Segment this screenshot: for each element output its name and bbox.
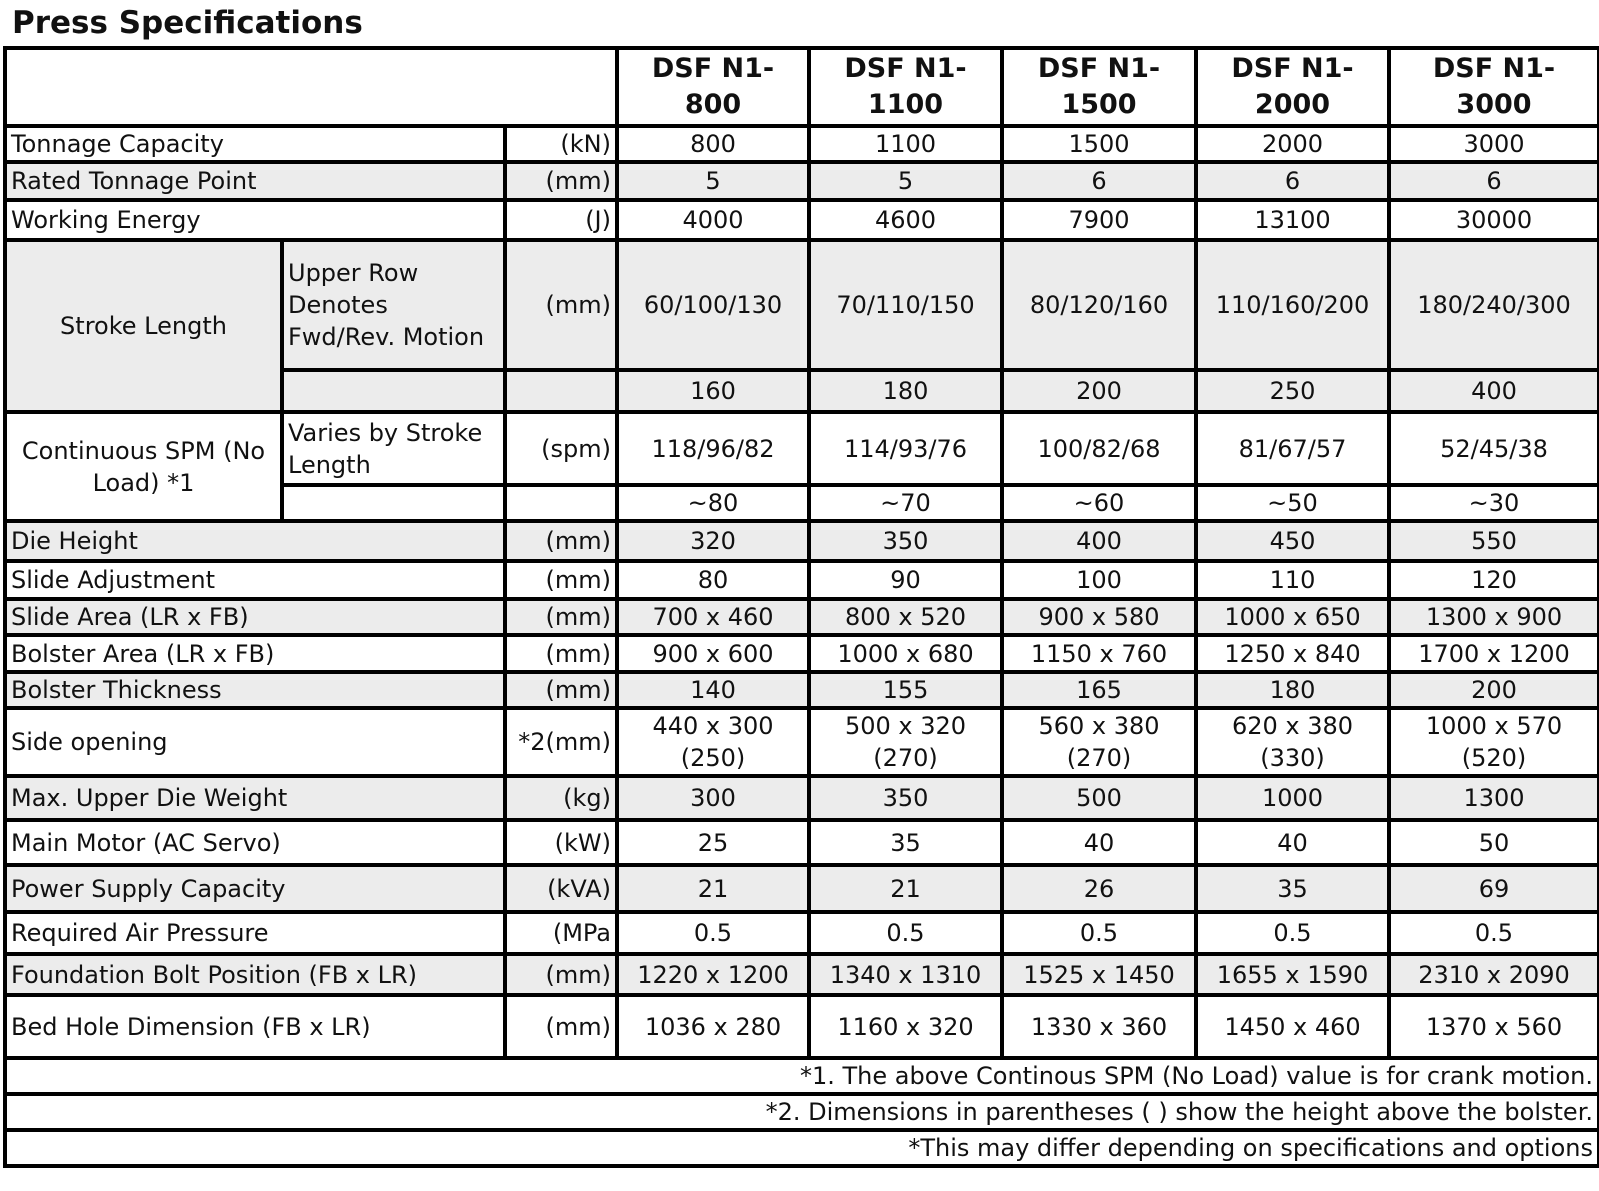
value-cell: 40 <box>1002 820 1196 865</box>
value-cell: 1370 x 560 <box>1389 995 1599 1058</box>
value-cell: 500 x 320 (270) <box>809 708 1002 776</box>
value-cell: 1000 x 650 <box>1196 599 1389 635</box>
row-unit: (mm) <box>505 521 617 561</box>
value-cell: 1450 x 460 <box>1196 995 1389 1058</box>
row-label: Bed Hole Dimension (FB x LR) <box>5 995 505 1058</box>
model-header: DSF N1- 1100 <box>809 48 1002 126</box>
value-cell: 30000 <box>1389 200 1599 240</box>
value-cell: 21 <box>617 865 809 912</box>
value-cell: 81/67/57 <box>1196 412 1389 485</box>
value-cell: 160 <box>617 370 809 412</box>
value-cell: 6 <box>1196 162 1389 200</box>
row-unit: (kVA) <box>505 865 617 912</box>
page-title: Press Specifications <box>12 5 363 41</box>
value-cell: 26 <box>1002 865 1196 912</box>
row-unit: (mm) <box>505 599 617 635</box>
value-cell: 35 <box>1196 865 1389 912</box>
value-cell: 0.5 <box>1002 912 1196 954</box>
row-unit: (kN) <box>505 126 617 162</box>
table-row <box>5 200 1599 240</box>
value-cell: 400 <box>1389 370 1599 412</box>
model-header: DSF N1- 2000 <box>1196 48 1389 126</box>
value-cell: ~60 <box>1002 485 1196 521</box>
row-label: Slide Adjustment <box>5 561 505 599</box>
model-header: DSF N1- 800 <box>617 48 809 126</box>
row-unit: (mm) <box>505 561 617 599</box>
value-cell: 25 <box>617 820 809 865</box>
footnote-row <box>5 1130 1599 1166</box>
value-cell: 110 <box>1196 561 1389 599</box>
table-row <box>5 412 1599 485</box>
header-blank-cell <box>5 48 617 126</box>
value-cell: 40 <box>1196 820 1389 865</box>
table-row <box>5 240 1599 370</box>
row-label: Stroke Length <box>5 240 282 412</box>
value-cell: ~50 <box>1196 485 1389 521</box>
value-cell: 1000 x 680 <box>809 635 1002 672</box>
value-cell: 4600 <box>809 200 1002 240</box>
value-cell: 80/120/160 <box>1002 240 1196 370</box>
value-cell: 100/82/68 <box>1002 412 1196 485</box>
value-cell: 35 <box>809 820 1002 865</box>
table-row <box>5 521 1599 561</box>
row-sublabel: Upper Row Denotes Fwd/Rev. Motion <box>282 240 505 370</box>
value-cell: 1525 x 1450 <box>1002 954 1196 995</box>
table-row <box>5 865 1599 912</box>
model-header: DSF N1- 1500 <box>1002 48 1196 126</box>
value-cell: 69 <box>1389 865 1599 912</box>
value-cell: 1100 <box>809 126 1002 162</box>
value-cell: 1300 x 900 <box>1389 599 1599 635</box>
value-cell: 800 <box>617 126 809 162</box>
value-cell: 90 <box>809 561 1002 599</box>
value-cell: 200 <box>1002 370 1196 412</box>
value-cell: 620 x 380 (330) <box>1196 708 1389 776</box>
value-cell: 350 <box>809 776 1002 820</box>
value-cell: 300 <box>617 776 809 820</box>
value-cell: 1220 x 1200 <box>617 954 809 995</box>
value-cell: 1150 x 760 <box>1002 635 1196 672</box>
row-unit: (mm) <box>505 162 617 200</box>
value-cell: 5 <box>809 162 1002 200</box>
row-label: Main Motor (AC Servo) <box>5 820 505 865</box>
table-row <box>5 912 1599 954</box>
row-unit: (mm) <box>505 995 617 1058</box>
table-row <box>5 126 1599 162</box>
row-label: Side opening <box>5 708 505 776</box>
value-cell: 1160 x 320 <box>809 995 1002 1058</box>
value-cell: 440 x 300 (250) <box>617 708 809 776</box>
table-row <box>5 599 1599 635</box>
value-cell: 200 <box>1389 672 1599 708</box>
value-cell: 70/110/150 <box>809 240 1002 370</box>
value-cell: 800 x 520 <box>809 599 1002 635</box>
value-cell: 550 <box>1389 521 1599 561</box>
table-row <box>5 995 1599 1058</box>
row-sublabel: Varies by Stroke Length <box>282 412 505 485</box>
empty-cell <box>282 370 505 412</box>
value-cell: 0.5 <box>1389 912 1599 954</box>
value-cell: 2310 x 2090 <box>1389 954 1599 995</box>
footnote: *1. The above Continous SPM (No Load) value is for crank motion. <box>5 1058 1599 1094</box>
value-cell: 1700 x 1200 <box>1389 635 1599 672</box>
value-cell: 700 x 460 <box>617 599 809 635</box>
value-cell: ~80 <box>617 485 809 521</box>
row-label: Die Height <box>5 521 505 561</box>
value-cell: 21 <box>809 865 1002 912</box>
footnote: *This may differ depending on specifications and options <box>5 1130 1599 1166</box>
value-cell: 350 <box>809 521 1002 561</box>
value-cell: 155 <box>809 672 1002 708</box>
value-cell: 450 <box>1196 521 1389 561</box>
value-cell: 100 <box>1002 561 1196 599</box>
table-row <box>5 820 1599 865</box>
spec-table <box>3 46 1599 1168</box>
empty-cell <box>282 485 505 521</box>
row-label: Slide Area (LR x FB) <box>5 599 505 635</box>
value-cell: 13100 <box>1196 200 1389 240</box>
value-cell: 1036 x 280 <box>617 995 809 1058</box>
value-cell: 900 x 580 <box>1002 599 1196 635</box>
row-unit: (mm) <box>505 954 617 995</box>
value-cell: 165 <box>1002 672 1196 708</box>
row-label: Tonnage Capacity <box>5 126 505 162</box>
value-cell: 1340 x 1310 <box>809 954 1002 995</box>
table-row <box>5 561 1599 599</box>
value-cell: 0.5 <box>809 912 1002 954</box>
value-cell: 400 <box>1002 521 1196 561</box>
row-label: Bolster Thickness <box>5 672 505 708</box>
table-row <box>5 672 1599 708</box>
value-cell: 5 <box>617 162 809 200</box>
empty-cell <box>505 485 617 521</box>
row-unit: (mm) <box>505 240 617 370</box>
value-cell: 2000 <box>1196 126 1389 162</box>
value-cell: 500 <box>1002 776 1196 820</box>
value-cell: 320 <box>617 521 809 561</box>
value-cell: 180/240/300 <box>1389 240 1599 370</box>
model-header: DSF N1- 3000 <box>1389 48 1599 126</box>
value-cell: 250 <box>1196 370 1389 412</box>
row-unit: (kW) <box>505 820 617 865</box>
row-unit: *2(mm) <box>505 708 617 776</box>
empty-cell <box>505 370 617 412</box>
footnote-row <box>5 1094 1599 1130</box>
value-cell: 3000 <box>1389 126 1599 162</box>
value-cell: 4000 <box>617 200 809 240</box>
value-cell: 0.5 <box>617 912 809 954</box>
row-label: Bolster Area (LR x FB) <box>5 635 505 672</box>
row-unit: (spm) <box>505 412 617 485</box>
value-cell: 180 <box>1196 672 1389 708</box>
value-cell: 0.5 <box>1196 912 1389 954</box>
value-cell: 900 x 600 <box>617 635 809 672</box>
footnote: *2. Dimensions in parentheses ( ) show the height above the bolster. <box>5 1094 1599 1130</box>
value-cell: 140 <box>617 672 809 708</box>
row-unit: (mm) <box>505 672 617 708</box>
value-cell: ~30 <box>1389 485 1599 521</box>
value-cell: 7900 <box>1002 200 1196 240</box>
row-unit: (kg) <box>505 776 617 820</box>
row-label: Max. Upper Die Weight <box>5 776 505 820</box>
value-cell: 1300 <box>1389 776 1599 820</box>
row-unit: (MPa <box>505 912 617 954</box>
table-row <box>5 708 1599 776</box>
value-cell: 6 <box>1002 162 1196 200</box>
row-unit: (J) <box>505 200 617 240</box>
header-row <box>5 48 1599 126</box>
row-unit: (mm) <box>505 635 617 672</box>
value-cell: 114/93/76 <box>809 412 1002 485</box>
value-cell: 60/100/130 <box>617 240 809 370</box>
value-cell: 1250 x 840 <box>1196 635 1389 672</box>
value-cell: 110/160/200 <box>1196 240 1389 370</box>
table-row <box>5 776 1599 820</box>
value-cell: 560 x 380 (270) <box>1002 708 1196 776</box>
value-cell: 1500 <box>1002 126 1196 162</box>
value-cell: 180 <box>809 370 1002 412</box>
value-cell: 1000 x 570 (520) <box>1389 708 1599 776</box>
value-cell: 50 <box>1389 820 1599 865</box>
row-label: Rated Tonnage Point <box>5 162 505 200</box>
value-cell: ~70 <box>809 485 1002 521</box>
table-row <box>5 162 1599 200</box>
value-cell: 120 <box>1389 561 1599 599</box>
value-cell: 1655 x 1590 <box>1196 954 1389 995</box>
value-cell: 6 <box>1389 162 1599 200</box>
value-cell: 1000 <box>1196 776 1389 820</box>
value-cell: 52/45/38 <box>1389 412 1599 485</box>
table-row <box>5 635 1599 672</box>
value-cell: 118/96/82 <box>617 412 809 485</box>
table-row <box>5 954 1599 995</box>
row-label: Required Air Pressure <box>5 912 505 954</box>
row-label: Foundation Bolt Position (FB x LR) <box>5 954 505 995</box>
row-label: Continuous SPM (No Load) *1 <box>5 412 282 521</box>
row-label: Working Energy <box>5 200 505 240</box>
value-cell: 1330 x 360 <box>1002 995 1196 1058</box>
footnote-row <box>5 1058 1599 1094</box>
row-label: Power Supply Capacity <box>5 865 505 912</box>
value-cell: 80 <box>617 561 809 599</box>
